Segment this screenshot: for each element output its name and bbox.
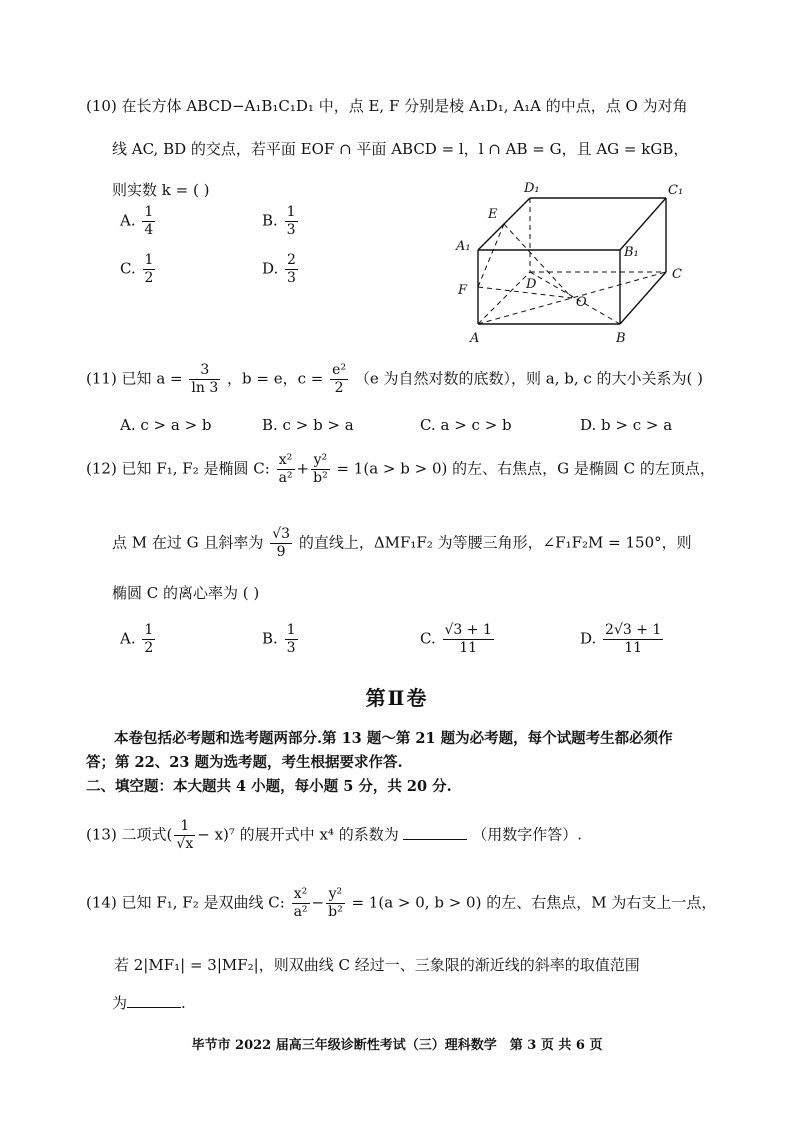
denominator: 3: [286, 640, 296, 656]
numerator: x²: [292, 886, 310, 904]
denominator: 2: [144, 270, 154, 286]
q13-prefix: (13) 二项式(: [86, 825, 173, 844]
q10-option-b: [262, 204, 300, 239]
denominator: b²: [313, 470, 328, 486]
option-fraction: [143, 252, 156, 287]
q12-line2: [112, 526, 692, 561]
segment-FO: [478, 287, 572, 298]
q14-line3-text: 为: [112, 994, 128, 1012]
label-D1: D₁: [524, 181, 540, 196]
option-label: B.: [262, 629, 278, 648]
option-fraction: [285, 622, 298, 657]
numerator: √3 + 1: [444, 622, 492, 638]
q12-suffix: = 1(a > b > 0) 的左、右焦点，G 是椭圆 C 的左顶点，: [336, 459, 715, 478]
q14-y-fraction: [326, 886, 345, 921]
option-label: C.: [120, 259, 136, 278]
q14-line3: 为 .: [112, 994, 186, 1012]
label-O: O: [576, 295, 587, 310]
q12-option-c: [420, 622, 496, 657]
q12-prefix: (12) 已知 F₁, F₂ 是椭圆 C:: [86, 459, 270, 478]
option-fraction: [285, 252, 298, 287]
numerator: 1: [144, 622, 154, 638]
segment-EF: [478, 224, 504, 287]
denominator: 2: [144, 640, 154, 656]
option-label: B.: [262, 211, 278, 230]
option-label: D.: [580, 629, 597, 648]
q13-line: [86, 818, 582, 853]
denominator: ln 3: [191, 380, 219, 396]
denominator: a²: [293, 904, 308, 920]
label-B: B: [616, 331, 626, 346]
numerator: y²: [311, 452, 330, 470]
answer-blank[interactable]: [403, 825, 467, 840]
q14-line1: (14) 已知 F₁, F₂ 是双曲线 C: $\frac{\text{x²}}{\text{a²}}$ − $\frac{\text{y²}}{\text{b²}}$ = 1(a > 0, b > 0) 的左、右焦点，M 为右支上一点，: [86, 886, 717, 920]
q12-option-a: [120, 622, 157, 657]
q10-option-d: [262, 252, 300, 287]
denominator: 11: [459, 640, 478, 656]
label-E: E: [488, 207, 498, 222]
q11-prefix: (11) 已知: [86, 369, 152, 388]
label-B1: B₁: [624, 245, 639, 260]
q10-option-a: [120, 204, 157, 239]
option-label: A.: [120, 211, 136, 230]
edge-AD-hidden: [478, 272, 530, 324]
numerator: 1: [286, 204, 296, 220]
denominator: 2: [334, 380, 344, 396]
q12-line1: (12) 已知 F₁, F₂ 是椭圆 C: $\frac{\text{x²}}{\text{a²}}$ + $\frac{\text{y²}}{\text{b²}}$ = 1(a > b > 0) 的左、右焦点，G 是椭圆 C 的左顶点，: [86, 452, 715, 486]
answer-blank[interactable]: [127, 993, 181, 1008]
numerator: √3: [272, 526, 291, 542]
q10-line2: 线 AC, BD 的交点，若平面 EOF ∩ 平面 ABCD = l，l ∩ AB = G，且 AG = kGB，: [112, 140, 689, 158]
q11-option-c: C. a > c > b: [420, 416, 512, 434]
q12-y-fraction: [311, 452, 330, 487]
part2-title: 第Ⅱ卷: [365, 686, 429, 710]
q14-suffix: = 1(a > 0, b > 0) 的左、右焦点，M 为右支上一点，: [351, 893, 717, 912]
q13-suffix: − x)⁷ 的展开式中 x⁴ 的系数为: [197, 825, 399, 844]
label-A: A: [470, 331, 480, 346]
q10-option-c: [120, 252, 157, 287]
numerator: 1: [144, 252, 154, 268]
label-A1: A₁: [456, 239, 471, 254]
q10-line3: 则实数 k = ( ): [112, 181, 210, 199]
option-fraction: [142, 204, 155, 239]
q12-slope-fraction: [270, 526, 292, 561]
edge-BC: [620, 272, 666, 324]
numerator: x²: [277, 452, 295, 470]
option-fraction: [603, 622, 663, 657]
option-label: D.: [262, 259, 279, 278]
option-label: A.: [120, 629, 136, 648]
q12-line3: 椭圆 C 的离心率为 ( ): [112, 584, 260, 602]
q12-x-fraction: [277, 452, 295, 487]
denominator: 11: [624, 640, 643, 656]
label-C1: C₁: [668, 183, 684, 198]
q11-c-fraction: [330, 362, 348, 397]
q11-option-b: B. c > b > a: [262, 416, 354, 434]
option-label: C.: [420, 629, 436, 648]
segment-EO: [504, 224, 572, 298]
q11-a-fraction: [189, 362, 220, 397]
numerator: y²: [326, 886, 345, 904]
page-footer: 毕节市 2022 届高三年级诊断性考试（三）理科数学 第 3 页 共 6 页: [191, 1038, 603, 1053]
q11-a-lhs: a =: [156, 369, 183, 388]
denominator: 3: [287, 270, 296, 286]
denominator: √x: [176, 836, 194, 852]
part2-intro-line2: 答；第 22、23 题为选考题，考生根据要求作答.: [86, 754, 403, 771]
numerator: 2√3 + 1: [605, 622, 662, 638]
option-fraction: [285, 204, 298, 239]
numerator: e²: [332, 362, 347, 378]
q14-line2: 若 2|MF₁| = 3|MF₂|，则双曲线 C 经过一、三象限的渐近线的斜率的取值范围: [114, 956, 640, 974]
numerator: 1: [286, 622, 296, 638]
edge-B1C1: [620, 198, 666, 250]
numerator: 1: [144, 204, 154, 220]
denominator: 9: [276, 544, 286, 560]
diagonal-BD-hidden: [530, 272, 620, 324]
q12-line2-prefix: 点 M 在过 G 且斜率为: [112, 533, 264, 552]
option-fraction: [443, 622, 494, 657]
section-heading: 二、填空题：本大题共 4 小题，每小题 5 分，共 20 分.: [86, 778, 452, 795]
q11-option-d: D. b > c > a: [580, 416, 673, 434]
numerator: 2: [287, 252, 296, 268]
option-fraction: [142, 622, 155, 657]
q11-suffix: （e 为自然对数的底数），则 a, b, c 的大小关系为( ): [354, 369, 704, 388]
q13-fraction: [174, 818, 195, 853]
cuboid-figure: [440, 172, 700, 352]
q11-option-a: A. c > a > b: [120, 416, 212, 434]
denominator: 4: [144, 222, 154, 238]
q12-option-d: [580, 622, 665, 657]
label-C: C: [672, 267, 682, 282]
numerator: 3: [189, 362, 220, 380]
denominator: b²: [328, 904, 343, 920]
denominator: a²: [278, 470, 293, 486]
label-F: F: [458, 283, 468, 298]
label-D: D: [526, 277, 537, 292]
q11-b: ，b = e，c =: [227, 369, 324, 388]
part2-intro-line1: 本卷包括必考题和选考题两部分.第 13 题～第 21 题为必考题，每个试题考生都必须作: [114, 730, 673, 747]
q10-line1: (10) 在长方体 ABCD−A₁B₁C₁D₁ 中，点 E, F 分别是棱 A₁D₁, A₁A 的中点，点 O 为对角: [86, 97, 688, 115]
denominator: 3: [286, 222, 296, 238]
q13-tail: （用数字作答）.: [472, 825, 583, 844]
q11-line: [86, 362, 703, 397]
q14-x-fraction: [292, 886, 310, 921]
q12-line2-suffix: 的直线上，ΔMF₁F₂ 为等腰三角形，∠F₁F₂M = 150°，则: [298, 533, 692, 552]
numerator: 1: [174, 818, 195, 836]
q12-option-b: [262, 622, 300, 657]
q14-prefix: (14) 已知 F₁, F₂ 是双曲线 C:: [86, 893, 285, 912]
